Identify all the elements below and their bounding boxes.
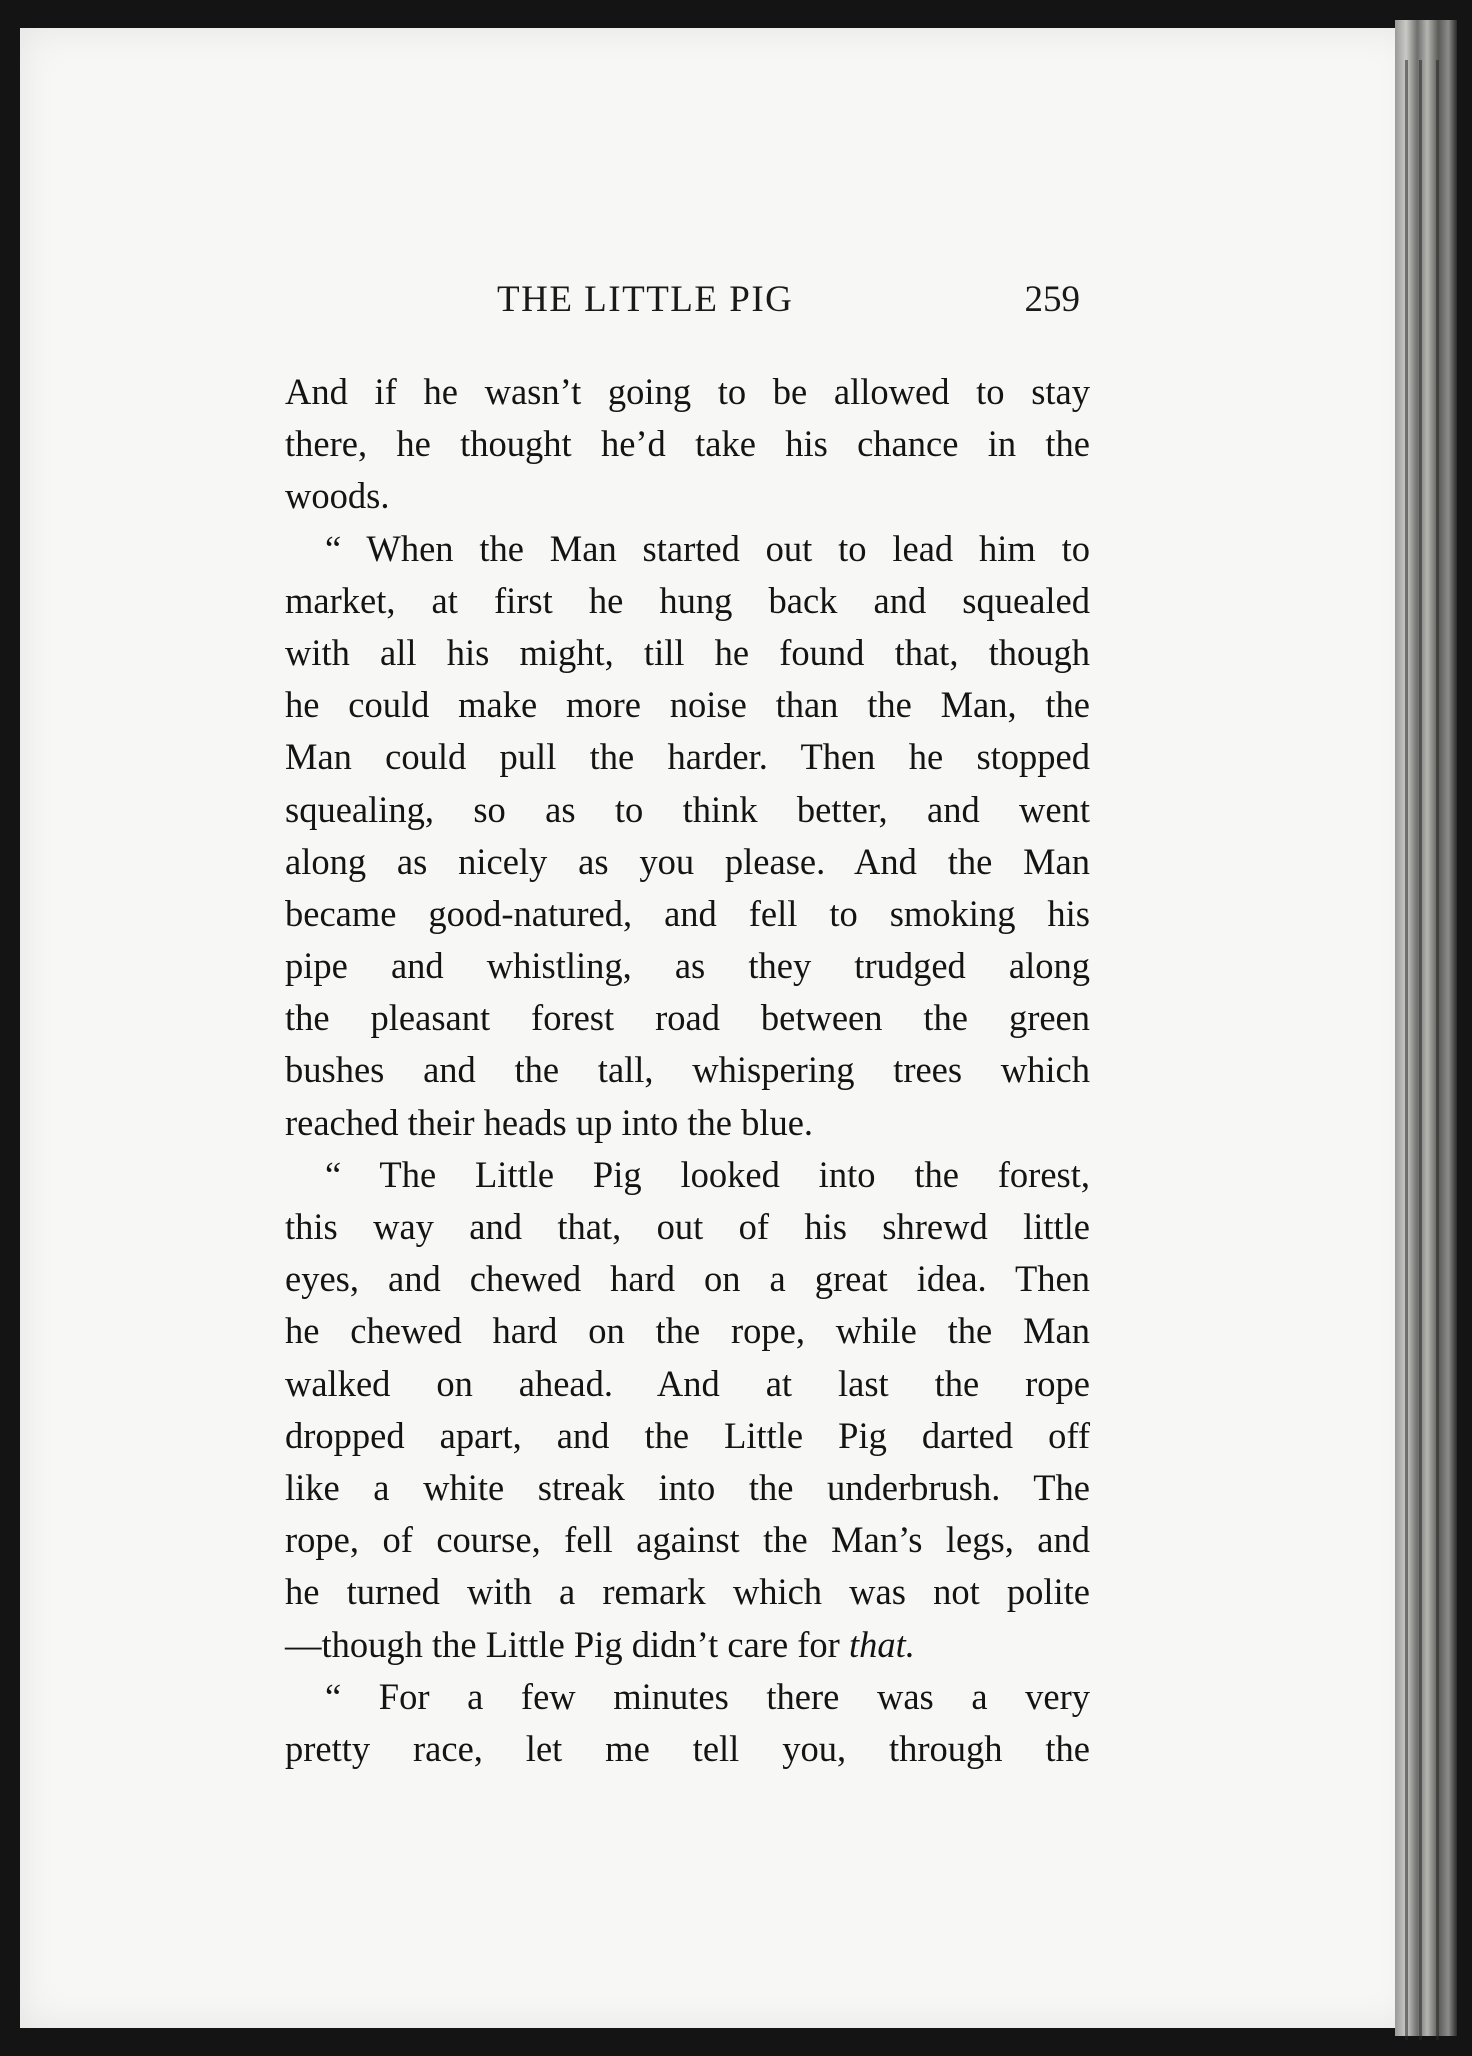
page-edge: [1395, 20, 1457, 2036]
edge-stripe: [1419, 60, 1422, 2040]
text-line: with all his might, till he found that, though: [285, 631, 1090, 673]
text-line: “ For a few minutes there was a very: [325, 1675, 1090, 1717]
text-line: along as nicely as you please. And the Man: [285, 840, 1090, 882]
text-line: Man could pull the harder. Then he stopped: [285, 736, 1090, 778]
text-line: like a white streak into the underbrush. The: [285, 1466, 1090, 1508]
text-line: market, at first he hung back and squealed: [285, 579, 1090, 621]
text-line: dropped apart, and the Little Pig darted off: [285, 1414, 1090, 1456]
page-number: 259: [1024, 279, 1080, 320]
text-line: bushes and the tall, whispering trees which: [285, 1049, 1090, 1091]
text-line: this way and that, out of his shrewd little: [285, 1206, 1090, 1247]
text-line: pipe and whistling, as they trudged along: [285, 945, 1090, 987]
text-line: woods.: [285, 475, 390, 517]
running-title: THE LITTLE PIG: [497, 279, 794, 320]
text-line: he could make more noise than the Man, the: [285, 684, 1090, 726]
text-line: walked on ahead. And at last the rope: [285, 1362, 1090, 1404]
running-head: [285, 278, 1090, 342]
text-line: “ When the Man started out to lead him to: [325, 527, 1090, 569]
text-line: pretty race, let me tell you, through the: [285, 1727, 1090, 1769]
text-line: eyes, and chewed hard on a great idea. Then: [285, 1258, 1090, 1300]
text-line: squealing, so as to think better, and went: [285, 788, 1090, 830]
text-line: he turned with a remark which was not polite: [285, 1571, 1090, 1613]
text-line: he chewed hard on the rope, while the Man: [285, 1310, 1090, 1352]
text-line: —though the Little Pig didn’t care for that.: [285, 1623, 915, 1665]
text-line: the pleasant forest road between the green: [285, 997, 1090, 1039]
text-line: rope, of course, fell against the Man’s legs, and: [285, 1519, 1090, 1561]
edge-stripe: [1405, 60, 1408, 2040]
text-line: there, he thought he’d take his chance in the: [285, 423, 1090, 465]
body-text: [285, 366, 1090, 1775]
text-line: reached their heads up into the blue.: [285, 1101, 814, 1143]
edge-stripe: [1436, 60, 1439, 2040]
text-line: And if he wasn’t going to be allowed to stay: [285, 371, 1090, 412]
text-line: became good-natured, and fell to smoking his: [285, 892, 1090, 934]
text-line: “ The Little Pig looked into the forest,: [325, 1153, 1090, 1195]
